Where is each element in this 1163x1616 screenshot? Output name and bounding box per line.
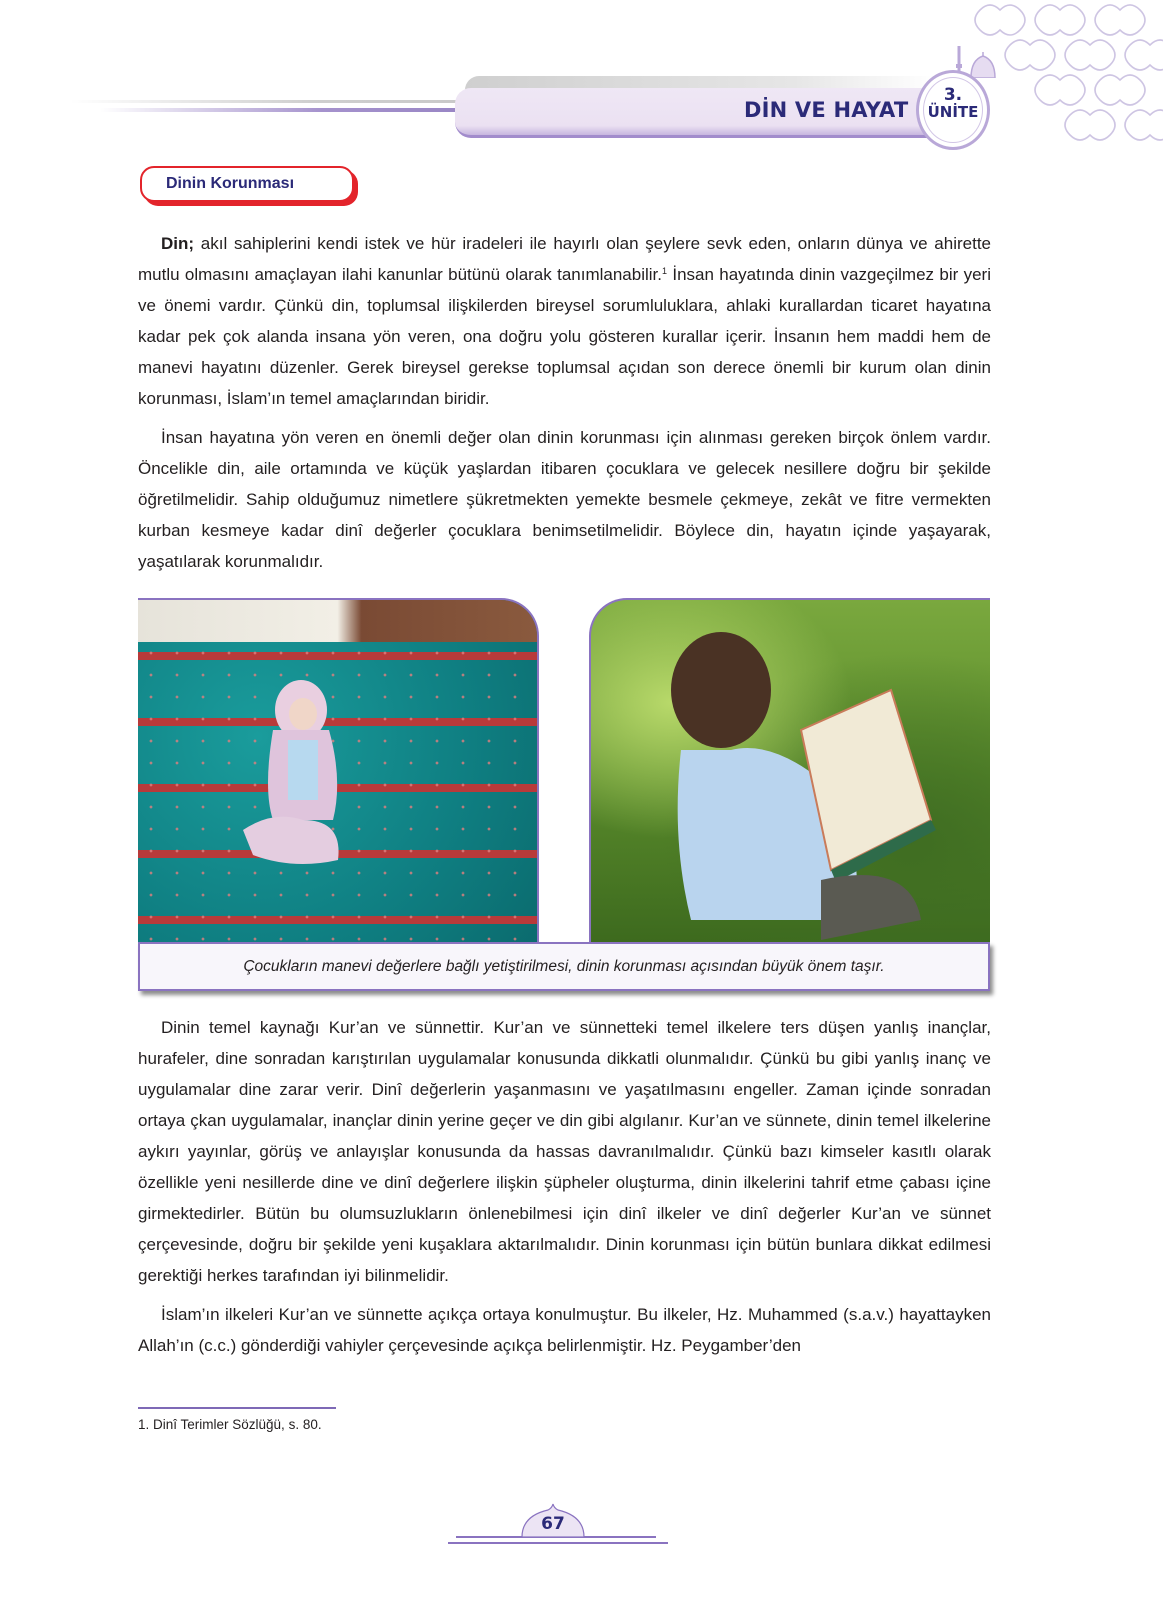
paragraph-text: akıl sahiplerini kendi istek ve hür iradeleri ile hayırlı olan şeylere sevk eden, onların dünya ve ahirette mutlu olmasını amaçlayan ilahi kanunlar bütünü olarak tanımlanabilir. — [138, 234, 991, 284]
figure-caption: Çocukların manevi değerlere bağlı yetiştirilmesi, dinin korunması açısından büyük önem taşır. — [243, 958, 885, 975]
header-decorative-lines — [70, 96, 470, 116]
header-line-gray — [70, 100, 470, 103]
footnote-divider — [138, 1407, 336, 1409]
unit-badge — [916, 70, 990, 150]
paragraph-text: İnsan hayatında dinin vazgeçilmez bir yeri ve önemi vardır. Çünkü din, toplumsal ilişkilerden bireysel sorumluluklara, ahlaki kurallardan ticaret hayatına kadar pek çok alanda insana yön veren, ona doğru yolu gösteren kurallar içerir. İnsanın hem maddi hem de manevi hayatını düzenler. Gerek bireysel gerekse toplumsal açıdan son derece önemli bir kurum olan dinin korunması, İslam’ın temel amaçlarından biridir. — [138, 265, 992, 408]
paragraph: İnsan hayatına yön veren en önemli değer olan dinin korunması için alınması gereken birçok önlem vardır. Öncelikle din, aile ortamında ve küçük yaşlardan itibaren çocuklara ve gelecek nesillere doğru bir şekilde öğretilmelidir. Sahip olduğumuz nimetlere şükretmekten yemekte besmele çekmeye, zekât ve fitre vermekten kurban kesmeye kadar dinî değerler çocuklara benimsetilmelidir. Böylece din, hayatın içinde yaşayarak, yaşatılarak korunmalıdır. — [138, 428, 991, 571]
figure-caption-box — [138, 942, 990, 991]
photo-boy-reading — [589, 598, 990, 942]
paragraph — [138, 228, 991, 414]
header-line-purple — [100, 108, 470, 112]
page-rule-bottom — [448, 1542, 668, 1544]
unit-number: 3. — [943, 85, 963, 105]
boy-figure-icon — [651, 620, 951, 942]
unit-title: DİN VE HAYAT — [744, 98, 909, 122]
paragraph: Dinin temel kaynağı Kur’an ve sünnettir. Kur’an ve sünnetteki temel ilkelere ters düşen yanlış inançlar, hurafeler, dine sonradan karıştırılan uygulamalar konusunda dikkatli olunmalıdır. Çünkü bu gibi yanlış inanç ve uygulamalar dine zarar verir. Dinî değerlerin yaşanmasını ve yaşatılmasını engeller. Zaman içinde sonradan ortaya çkan uygulamalar, inançlar dinin yerine geçer ve din gibi algılanır. Kur’an ve sünnete, dinin temel ilkelerine aykırı yayınlar, görüş ve anlayışlar konusunda da hassas davranılmalıdır. Çünkü bazı kimseler kasıtlı olarak özellikle yeni nesillerde dine ve dinî değerlere ilişkin şüpheler oluşturma, dinin ilkelerini tahrif etme çabası içine girmektedirler. Bütün bu olumsuzlukların önlenebilmesi için dinî ilkeler ve dinî değerler Kur’an ve sünnet çerçevesinde, doğru bir şekilde yeni kuşaklara aktarılmalıdır. Dinin korunması için bütün bunlara dikkat edilmesi gerektiği herkes tarafından iyi bilinmelidir. — [138, 1018, 991, 1285]
body-text-block-1 — [138, 228, 991, 577]
page-number: 67 — [541, 1514, 565, 1534]
figure — [138, 598, 990, 991]
photo-girl-praying — [138, 598, 539, 942]
mosque-wall — [138, 600, 537, 642]
footnote-ref[interactable]: 1 — [662, 266, 668, 276]
term-lead: Din; — [161, 234, 195, 253]
body-text-block-2 — [138, 1012, 991, 1361]
section-heading-tag — [140, 166, 354, 202]
section-heading: Dinin Korunması — [166, 175, 295, 192]
paragraph: İslam’ın ilkeleri Kur’an ve sünnette açıkça ortaya konulmuştur. Bu ilkeler, Hz. Muhammed (s.a.v.) hayattayken Allah’ın (c.c.) gönderdiği vahiyler çerçevesinde açıkça belirlenmiştir. Hz. Peygamber’den — [138, 1305, 991, 1355]
dome-icon — [968, 52, 998, 78]
unit-label: ÜNİTE — [927, 103, 979, 121]
girl-figure-icon — [233, 670, 363, 870]
footnote: 1. Dinî Terimler Sözlüğü, s. 80. — [138, 1417, 322, 1432]
page-number-area — [418, 1500, 718, 1550]
